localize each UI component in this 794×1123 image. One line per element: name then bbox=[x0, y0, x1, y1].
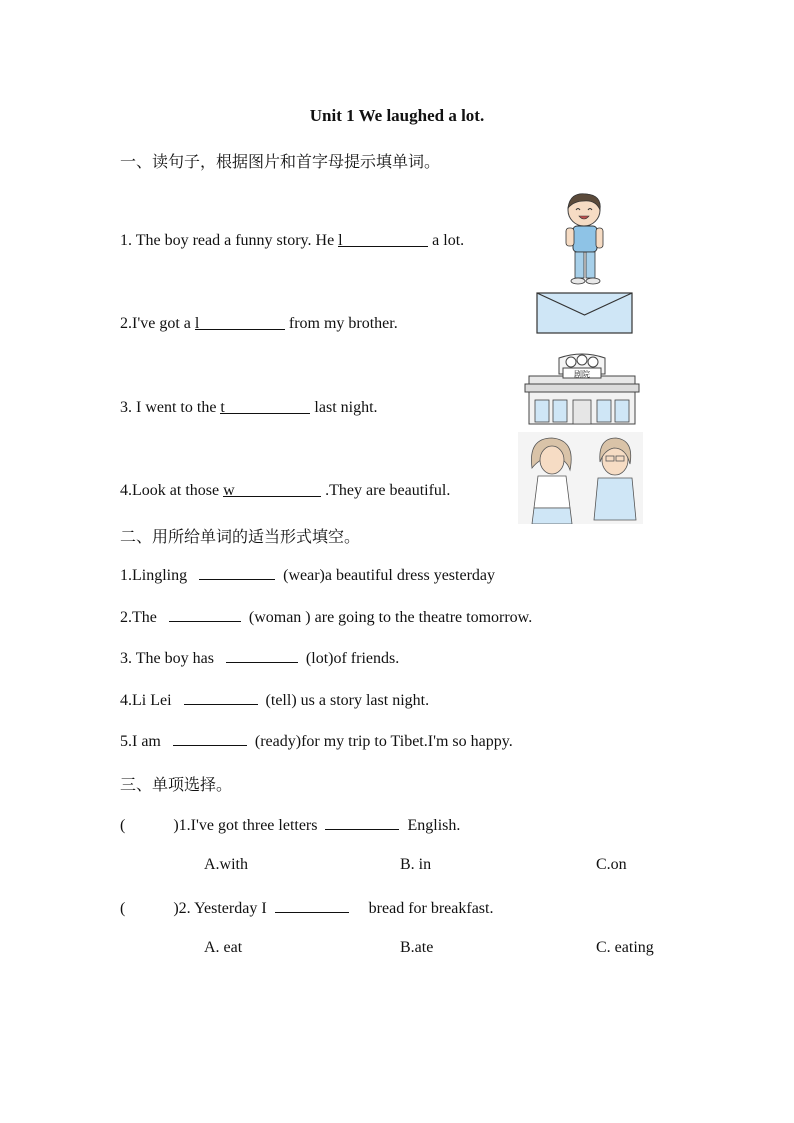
item-text: a lot. bbox=[428, 232, 465, 249]
section-1-item-2 bbox=[120, 315, 398, 333]
item-text: (ready)for my trip to Tibet.I'm so happy. bbox=[254, 733, 513, 750]
item-text: 3. I went to the bbox=[120, 399, 221, 416]
item-text: (lot)of friends. bbox=[305, 650, 400, 667]
hint-letter: t bbox=[220, 399, 225, 416]
question-1 bbox=[120, 815, 460, 835]
hint-letter: l bbox=[194, 315, 200, 332]
option-a[interactable]: A.with bbox=[204, 856, 248, 873]
section-1-item-4 bbox=[120, 482, 450, 500]
item-text: last night. bbox=[310, 399, 378, 416]
option-c[interactable]: C. eating bbox=[596, 939, 654, 956]
answer-blank[interactable] bbox=[226, 648, 298, 663]
option-a[interactable]: A. eat bbox=[204, 939, 243, 956]
item-text: 1. The boy read a funny story. He bbox=[120, 232, 339, 249]
question-text: bread for breakfast. bbox=[364, 900, 494, 917]
question-2 bbox=[120, 898, 493, 918]
item-text: (wear)a beautiful dress yesterday bbox=[283, 567, 496, 584]
hint-letter: w bbox=[223, 482, 235, 499]
item-text: 2.The bbox=[120, 609, 161, 626]
women-image bbox=[518, 432, 643, 524]
answer-blank bbox=[325, 815, 399, 830]
section-2-item-4 bbox=[120, 690, 429, 710]
theatre-sign: 剧院 bbox=[574, 370, 590, 379]
question-text: )1.I've got three letters bbox=[173, 817, 322, 834]
item-text: from my brother. bbox=[284, 315, 398, 332]
item-text: 4.Li Lei bbox=[120, 692, 176, 709]
item-text: .They are beautiful. bbox=[321, 482, 451, 499]
item-text: (tell) us a story last night. bbox=[265, 692, 430, 709]
bracket-open: ( bbox=[120, 900, 126, 917]
answer-blank[interactable] bbox=[169, 607, 241, 622]
question-text: English. bbox=[403, 817, 461, 834]
item-text: 1.Lingling bbox=[120, 567, 192, 584]
item-text: (woman ) are going to the theatre tomorrow. bbox=[248, 609, 533, 626]
section-2-item-3 bbox=[120, 648, 399, 668]
answer-blank[interactable] bbox=[173, 731, 247, 746]
answer-blank[interactable] bbox=[184, 690, 258, 705]
answer-blank bbox=[275, 898, 349, 913]
section-2-item-1 bbox=[120, 565, 495, 585]
item-text: 3. The boy has bbox=[120, 650, 218, 667]
option-b[interactable]: B.ate bbox=[400, 939, 434, 956]
laughing-boy-image bbox=[560, 192, 610, 286]
answer-blank[interactable] bbox=[338, 232, 428, 247]
option-b[interactable]: B. in bbox=[400, 856, 432, 873]
section-2-item-2 bbox=[120, 607, 532, 627]
item-text: 5.I am bbox=[120, 733, 165, 750]
item-text: 4.Look at those bbox=[120, 482, 224, 499]
section-1-item-1 bbox=[120, 232, 464, 250]
section-1-heading: 一、读句子，根据图片和首字母提示填单词。 bbox=[120, 152, 441, 171]
question-text: )2. Yesterday I bbox=[173, 900, 271, 917]
item-text: 2.I've got a bbox=[120, 315, 195, 332]
theatre-image bbox=[523, 348, 641, 426]
envelope-image bbox=[535, 291, 635, 335]
section-2-heading: 二、用所给单词的适当形式填空。 bbox=[120, 527, 361, 546]
bracket-open: ( bbox=[120, 817, 126, 834]
section-3-heading: 三、单项选择。 bbox=[120, 775, 233, 794]
hint-letter: l bbox=[338, 232, 343, 249]
option-c[interactable]: C.on bbox=[596, 856, 627, 873]
answer-blank[interactable] bbox=[195, 315, 285, 330]
page-title: Unit 1 We laughed a lot. bbox=[309, 106, 485, 125]
answer-blank[interactable] bbox=[220, 399, 310, 414]
section-1-item-3 bbox=[120, 399, 378, 417]
answer-blank[interactable] bbox=[223, 482, 321, 497]
answer-blank[interactable] bbox=[199, 565, 275, 580]
section-2-item-5 bbox=[120, 731, 513, 751]
